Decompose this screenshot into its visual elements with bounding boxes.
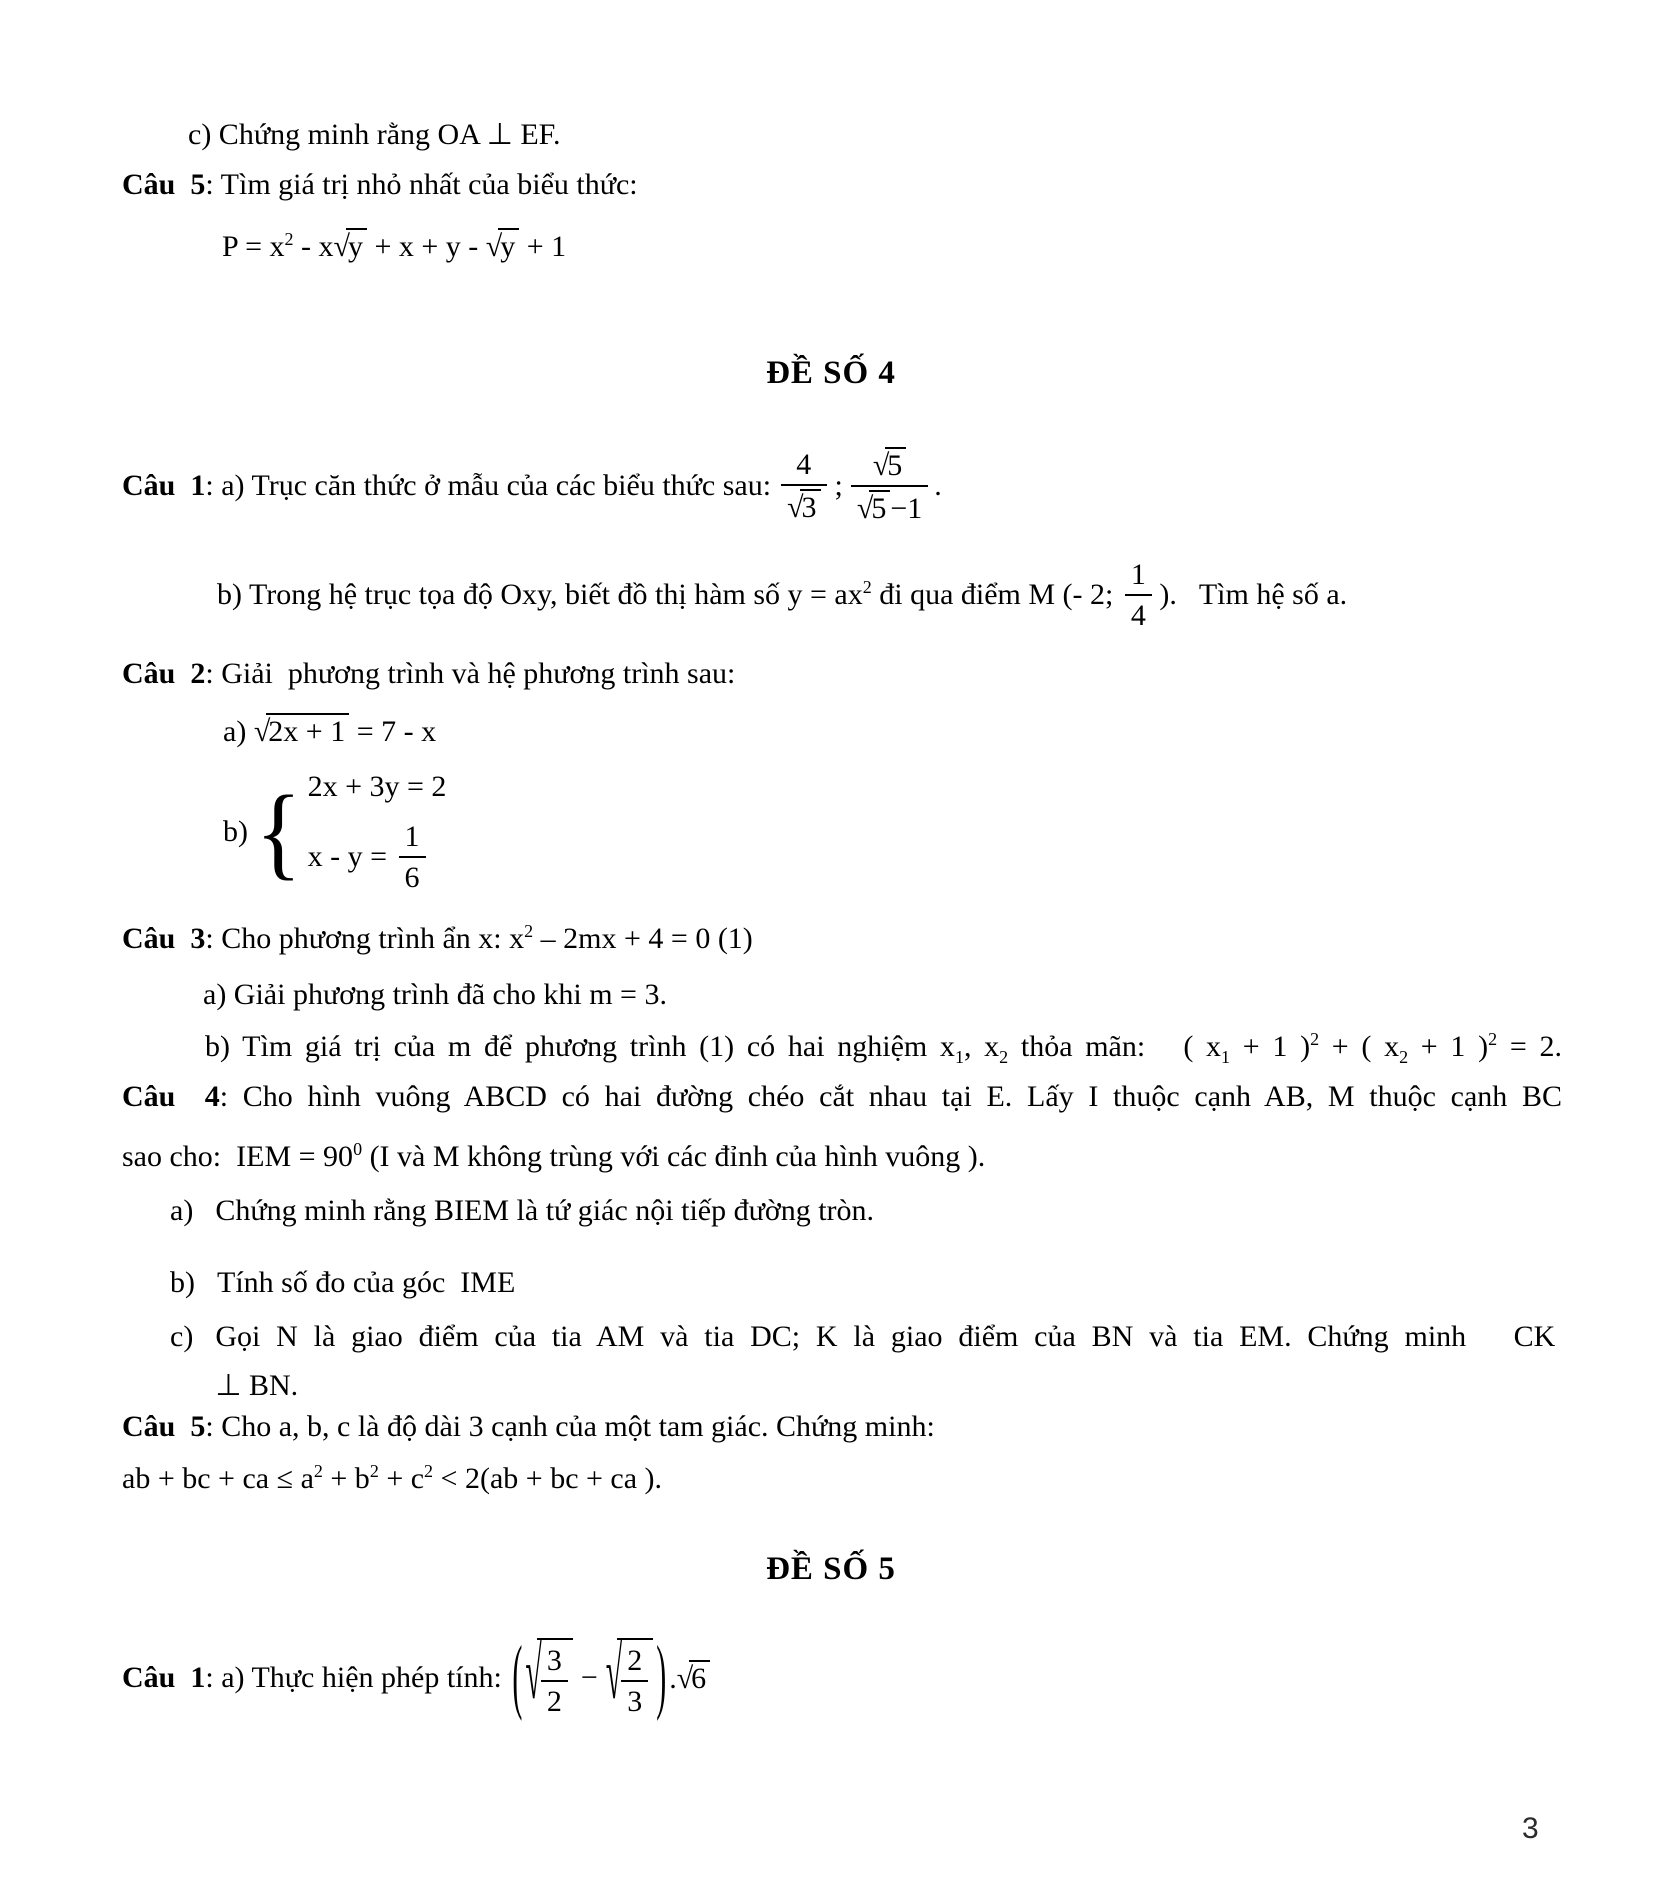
text-run xyxy=(217,578,1121,612)
left-paren: ( xyxy=(512,1630,523,1723)
exponent: 2 xyxy=(1488,1029,1498,1049)
de4-cau1-b-line xyxy=(217,558,1347,632)
formula-text: + c xyxy=(378,1462,425,1495)
formula-text: + 1 xyxy=(519,230,567,263)
question-text: : Giải phương trình và hệ phương trình sau: xyxy=(205,657,736,690)
sqrt-6 xyxy=(677,1662,710,1695)
sqrt-3-over-2 xyxy=(525,1632,572,1718)
de4-cau2-a-line xyxy=(223,713,436,749)
de4-title-text: ĐỀ SỐ 4 xyxy=(766,355,896,391)
item-label: a) xyxy=(170,1194,194,1227)
de4-cau4-item-a xyxy=(170,1194,874,1228)
denominator: 2 xyxy=(541,1680,568,1718)
de5-title-text: ĐỀ SỐ 5 xyxy=(766,1551,896,1587)
exponent: 2 xyxy=(284,229,294,249)
question-label: Câu 1 xyxy=(122,1661,206,1694)
question-text: sao cho: IEM = 90 xyxy=(122,1140,354,1173)
de4-cau5-formula xyxy=(122,1462,662,1496)
numerator: 3 xyxy=(546,1644,562,1677)
sqrt-2-over-3 xyxy=(605,1632,653,1718)
minus-sign: − xyxy=(580,1661,598,1694)
question-text: : Cho phương trình ẩn x: x xyxy=(205,922,525,955)
denominator: 3 xyxy=(621,1680,648,1718)
radicand xyxy=(617,1638,653,1718)
subscript: 2 xyxy=(1399,1047,1409,1067)
item-text: a) Giải phương trình đã cho khi m = 3. xyxy=(203,978,667,1011)
formula-text: ab + bc + ca ≤ a xyxy=(122,1462,314,1495)
system-brace: { xyxy=(255,773,302,890)
question-label: Câu 5 xyxy=(122,168,206,201)
radicand xyxy=(537,1638,573,1718)
denominator-tail: −1 xyxy=(890,492,923,525)
fraction-1-over-6 xyxy=(399,820,426,894)
question-label: Câu 1 xyxy=(122,469,206,502)
radical-icon: √ xyxy=(333,230,349,263)
question-text: : Tìm giá trị nhỏ nhất của biểu thức: xyxy=(205,168,638,201)
exponent: 2 xyxy=(1310,1029,1320,1049)
page-number: 3 xyxy=(1522,1812,1539,1845)
sqrt-y xyxy=(334,230,367,263)
question-text: : a) Trục căn thức ở mẫu của các biểu thức sau: xyxy=(205,469,772,502)
item-label: b) xyxy=(223,815,256,848)
radicand: 6 xyxy=(689,1660,710,1695)
sqrt-y xyxy=(486,230,519,263)
de4-cau3-b-line xyxy=(205,1029,1562,1067)
de4-title xyxy=(0,355,1662,392)
denominator: 6 xyxy=(399,856,426,894)
radicand: y xyxy=(346,228,367,263)
system-equations xyxy=(308,770,447,894)
fraction-4-over-sqrt3 xyxy=(781,448,826,524)
question-text: – 2mx + 4 = 0 (1) xyxy=(533,922,753,955)
fraction-3-over-2 xyxy=(541,1644,568,1718)
numerator: 1 xyxy=(404,820,420,853)
multiply-dot: . xyxy=(669,1662,677,1695)
radical-icon: √ xyxy=(856,492,873,525)
equation-text: x - y = xyxy=(307,840,395,873)
equation-2 xyxy=(308,820,426,894)
question-text: b) Trong hệ trục tọa độ Oxy, biết đồ thị hàm số y = ax xyxy=(217,578,863,611)
equation-text: = 7 - x xyxy=(349,715,437,748)
sqrt-2x-plus-1 xyxy=(254,715,349,748)
sqrt-5 xyxy=(857,492,890,525)
de4-cau2-line xyxy=(122,657,735,691)
denominator: 4 xyxy=(1125,594,1152,632)
period: . xyxy=(934,469,942,502)
formula-text: - x xyxy=(293,230,334,263)
fraction-1-over-4 xyxy=(1125,558,1152,632)
de5-title xyxy=(0,1551,1662,1588)
radicand: 5 xyxy=(869,490,890,525)
question-text: : a) Thực hiện phép tính: xyxy=(205,1661,510,1694)
denominator xyxy=(851,485,928,525)
formula-p xyxy=(222,228,566,264)
question-label: Câu 4 xyxy=(122,1080,220,1113)
numerator xyxy=(851,447,928,485)
formula-text: < 2(ab + bc + ca ). xyxy=(433,1462,663,1495)
item-text: + 1 ) xyxy=(1230,1030,1311,1063)
separator: ; xyxy=(834,469,843,502)
prev-cau5-line xyxy=(122,168,638,202)
de5-cau1-line xyxy=(122,1630,710,1723)
text-run xyxy=(122,469,771,503)
prev-item-c xyxy=(188,117,560,152)
question-text: : Cho a, b, c là độ dài 3 cạnh của một tam giác. Chứng minh: xyxy=(205,1410,935,1443)
exponent: 2 xyxy=(313,1461,323,1481)
formula-text: + b xyxy=(322,1462,370,1495)
radical-icon: √ xyxy=(525,1632,542,1716)
item-text: b) Tìm giá trị của m để phương trình (1) có hai nghiệm x xyxy=(205,1030,955,1063)
radical-icon: √ xyxy=(485,230,502,263)
item-label: b) xyxy=(170,1266,195,1299)
radicand: 3 xyxy=(800,489,821,524)
item-label: a) xyxy=(223,715,254,748)
question-text: (I và M không trùng với các đỉnh của hình vuông ). xyxy=(362,1140,986,1173)
item-text: thỏa mãn: ( x xyxy=(1008,1030,1222,1063)
radical-icon: √ xyxy=(676,1662,693,1695)
radicand: 2x + 1 xyxy=(266,713,349,748)
text-run xyxy=(669,1660,710,1696)
radical-icon: √ xyxy=(605,1632,623,1716)
de4-cau4-item-c xyxy=(170,1320,1562,1403)
denominator xyxy=(781,484,826,524)
radical-icon: √ xyxy=(253,715,270,748)
item-text-line2: ⊥ BN. xyxy=(215,1369,299,1402)
radical-icon: √ xyxy=(787,491,803,524)
question-text: : Cho hình vuông ABCD có hai đường chéo cắt nhau tại E. Lấy I thuộc cạnh AB, M thuộc cạnh BC xyxy=(219,1080,1562,1113)
question-label: Câu 5 xyxy=(122,1410,206,1443)
item-text: Tính số đo của góc IME xyxy=(217,1266,516,1299)
item-text: , x xyxy=(963,1030,1000,1063)
equation-1: 2x + 3y = 2 xyxy=(307,770,447,803)
sqrt-3 xyxy=(787,491,820,524)
exponent: 2 xyxy=(424,1461,434,1481)
right-paren: ) xyxy=(656,1630,667,1723)
prev-item-c-text: c) Chứng minh rằng OA ⊥ EF. xyxy=(188,118,561,151)
subscript: 1 xyxy=(954,1047,964,1067)
de4-cau4-item-b xyxy=(170,1266,515,1300)
question-text: đi qua điểm M (- 2; xyxy=(871,578,1121,611)
fraction-sqrt5-over-sqrt5-minus-1 xyxy=(851,447,928,525)
fraction-2-over-3 xyxy=(621,1644,648,1718)
de4-cau4-line2 xyxy=(122,1140,985,1174)
de4-cau1-a-line xyxy=(122,447,942,525)
subscript: 2 xyxy=(999,1047,1009,1067)
radicand: y xyxy=(498,228,519,263)
item-text-line1: Gọi N là giao điểm của tia AM và tia DC; K là giao điểm của BN và tia EM. Chứng minh CK xyxy=(215,1320,1556,1353)
numerator: 1 xyxy=(1130,558,1146,591)
text-run xyxy=(122,1661,509,1695)
exponent: 2 xyxy=(862,577,872,597)
de4-cau2-b-system xyxy=(223,770,446,894)
sqrt-5 xyxy=(873,449,906,482)
item-label: c) xyxy=(170,1320,194,1353)
exponent: 2 xyxy=(369,1461,379,1481)
formula-text: + x + y - xyxy=(366,230,486,263)
de4-cau4-line xyxy=(122,1080,1562,1114)
item-text: = 2. xyxy=(1497,1030,1562,1063)
item-text: Chứng minh rằng BIEM là tứ giác nội tiếp đường tròn. xyxy=(215,1194,875,1227)
de4-cau3-line xyxy=(122,922,753,956)
numerator: 4 xyxy=(796,448,812,481)
numerator: 2 xyxy=(627,1644,643,1677)
question-text: ). Tìm hệ số a. xyxy=(1151,578,1348,611)
exponent: 0 xyxy=(353,1139,363,1159)
item-text: + ( x xyxy=(1319,1030,1400,1063)
de4-cau3-a-line xyxy=(203,978,667,1012)
question-label: Câu 3 xyxy=(122,922,206,955)
de4-cau5-line xyxy=(122,1410,935,1444)
radicand: 5 xyxy=(885,447,906,482)
formula-text: P = x xyxy=(222,230,285,263)
item-text: + 1 ) xyxy=(1408,1030,1489,1063)
exponent: 2 xyxy=(524,921,534,941)
radical-icon: √ xyxy=(872,449,889,482)
question-label: Câu 2 xyxy=(122,657,206,690)
subscript: 1 xyxy=(1221,1047,1231,1067)
